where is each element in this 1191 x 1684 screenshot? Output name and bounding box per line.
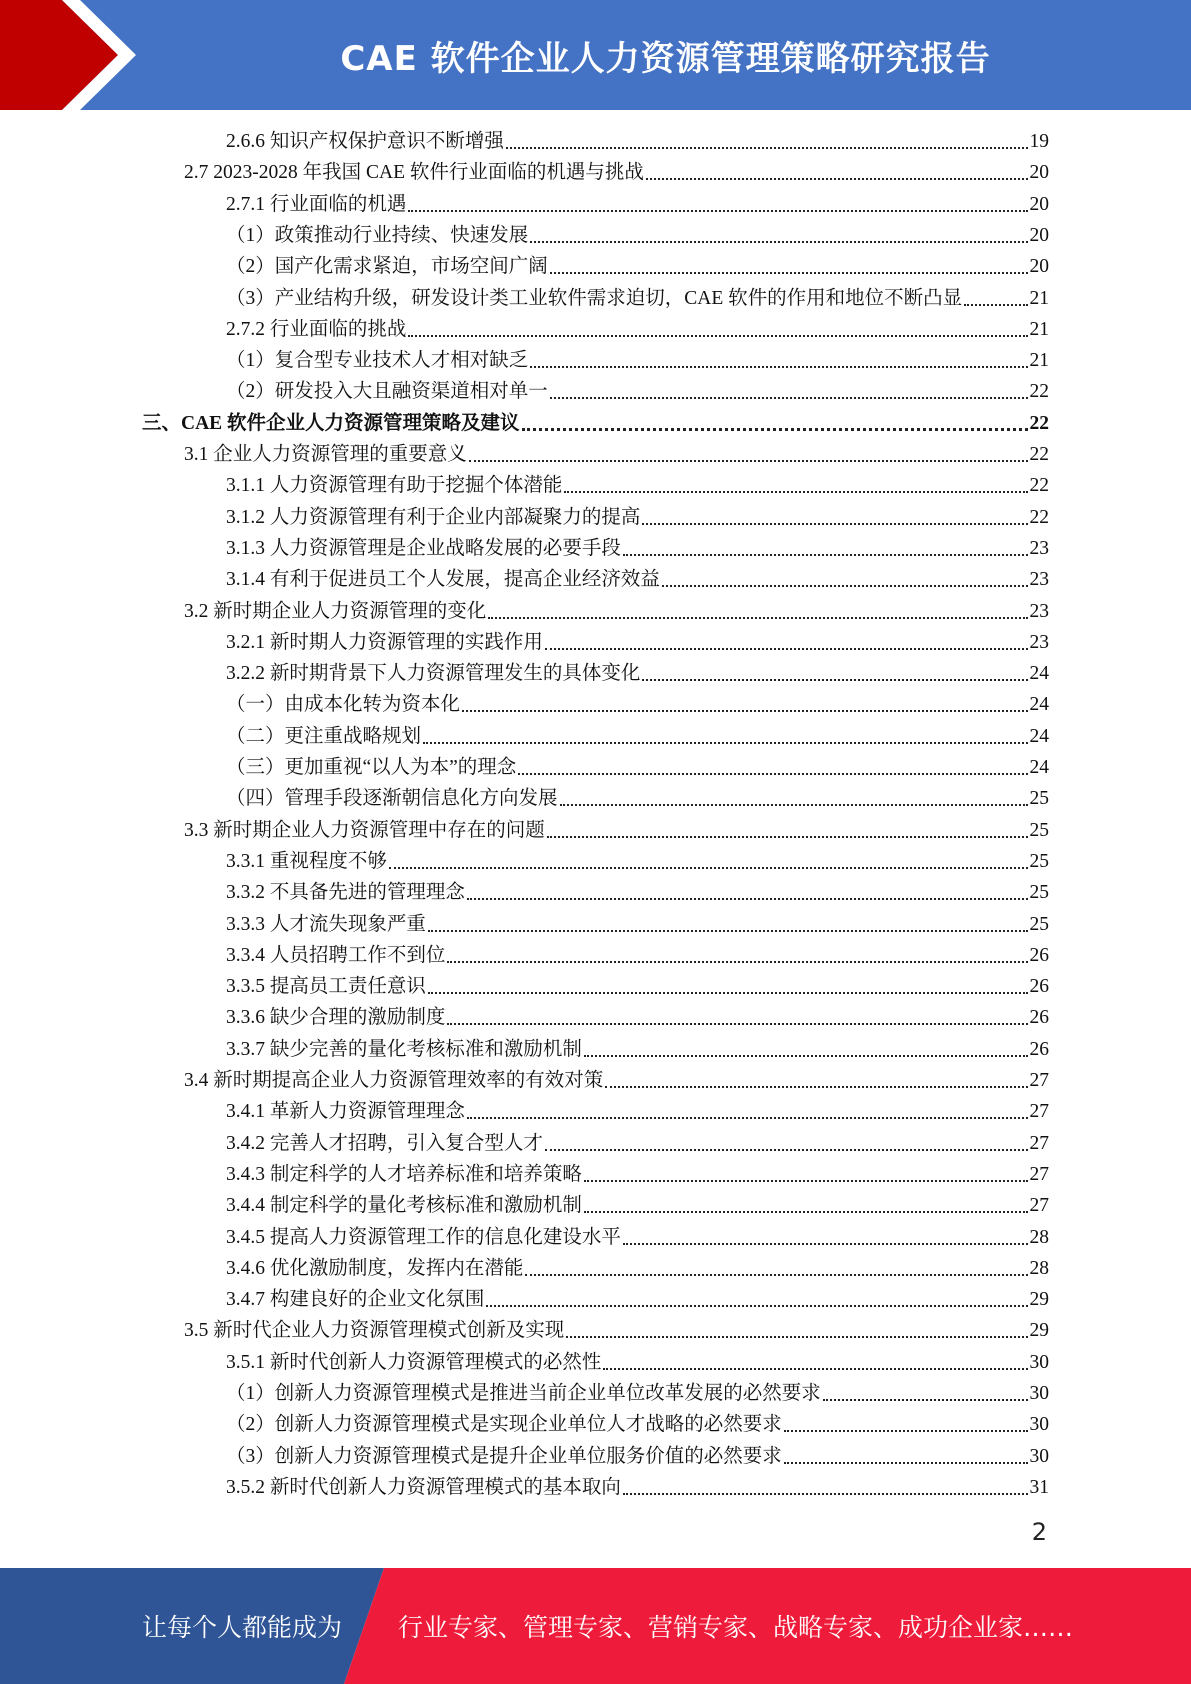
toc-entry[interactable]: [226, 658, 1049, 689]
toc-entry[interactable]: [184, 157, 1049, 188]
toc-entry[interactable]: [226, 1159, 1049, 1190]
toc-entry[interactable]: [226, 1128, 1049, 1159]
toc-entry-title: 3.3.6 缺少合理的激励制度: [226, 1007, 446, 1029]
toc-leader-dots: [525, 1274, 1027, 1276]
toc-entry-page: 22: [1029, 506, 1049, 528]
toc-leader-dots: [642, 679, 1027, 681]
toc-leader-dots: [603, 1368, 1027, 1370]
toc-entry-title: （四）管理手段逐渐朝信息化方向发展: [226, 788, 558, 810]
toc-entry-title: 3.3.2 不具备先进的管理理念: [226, 882, 465, 904]
toc-entry-title: 3.1.1 人力资源管理有助于挖掘个体潜能: [226, 475, 563, 497]
toc-entry[interactable]: [226, 783, 1049, 814]
toc-leader-dots: [522, 428, 1028, 431]
toc-entry-page: 30: [1029, 1383, 1049, 1404]
toc-entry-title: （3）产业结构升级，研发设计类工业软件需求迫切，CAE 软件的作用和地位不断凸显: [226, 287, 963, 309]
toc-leader-dots: [428, 930, 1028, 932]
toc-entry-title: 3.1.4 有利于促进员工个人发展，提高企业经济效益: [226, 569, 660, 591]
toc-entry[interactable]: [226, 846, 1049, 877]
toc-entry[interactable]: [184, 1065, 1049, 1096]
toc-entry[interactable]: [226, 189, 1049, 220]
toc-leader-dots: [467, 898, 1028, 900]
toc-entry[interactable]: [226, 126, 1049, 157]
toc-entry-page: 29: [1029, 1289, 1049, 1311]
toc-entry-title: （2）创新人力资源管理模式是实现企业单位人才战略的必然要求: [226, 1414, 782, 1436]
toc-entry[interactable]: [226, 251, 1049, 282]
toc-entry-title: 3.2.2 新时期背景下人力资源管理发生的具体变化: [226, 663, 641, 685]
toc-entry-page: 27: [1029, 1195, 1049, 1217]
toc-leader-dots: [423, 742, 1027, 744]
toc-entry[interactable]: [226, 877, 1049, 908]
toc-entry-page: 21: [1029, 350, 1049, 372]
toc-entry[interactable]: [226, 1378, 1049, 1409]
toc-entry-title: 3.3.1 重视程度不够: [226, 850, 387, 872]
toc-entry-page: 28: [1029, 1226, 1049, 1248]
toc-leader-dots: [428, 992, 1028, 994]
toc-leader-dots: [646, 178, 1028, 180]
header-arrow-decoration: [0, 0, 160, 110]
toc-entry-page: 22: [1029, 381, 1049, 403]
toc-leader-dots: [467, 1117, 1028, 1119]
toc-leader-dots: [545, 648, 1028, 650]
toc-leader-dots: [566, 1336, 1027, 1338]
toc-leader-dots: [623, 1493, 1028, 1495]
toc-leader-dots: [605, 1086, 1027, 1088]
toc-entry-page: 30: [1029, 1445, 1049, 1467]
toc-entry[interactable]: [226, 689, 1049, 720]
toc-entry-page: 26: [1029, 976, 1049, 998]
toc-entry[interactable]: [226, 1409, 1049, 1440]
toc-entry-title: 3.1.3 人力资源管理是企业战略发展的必要手段: [226, 537, 621, 559]
toc-entry-title: 3.5.2 新时代创新人力资源管理模式的基本取向: [226, 1476, 621, 1498]
toc-entry-page: 23: [1029, 631, 1049, 653]
toc-entry-title: （1）复合型专业技术人才相对缺乏: [226, 350, 529, 372]
toc-leader-dots: [547, 836, 1028, 838]
toc-entry[interactable]: [226, 721, 1049, 752]
toc-entry-page: 27: [1029, 1163, 1049, 1185]
toc-leader-dots: [530, 241, 1027, 243]
toc-entry-title: 3.1 企业人力资源管理的重要意义: [184, 444, 467, 465]
toc-entry-page: 26: [1029, 1007, 1049, 1029]
toc-entry-page: 22: [1029, 412, 1049, 434]
toc-leader-dots: [784, 1462, 1028, 1464]
page-footer: [0, 1568, 1191, 1684]
toc-entry-page: 21: [1029, 318, 1049, 340]
toc-entry[interactable]: [226, 1284, 1049, 1315]
toc-entry-title: 2.6.6 知识产权保护意识不断增强: [226, 131, 504, 152]
toc-entry[interactable]: [226, 1472, 1049, 1503]
toc-leader-dots: [642, 523, 1027, 525]
toc-entry-title: （1）创新人力资源管理模式是推进当前企业单位改革发展的必然要求: [226, 1383, 821, 1404]
toc-entry[interactable]: [226, 1222, 1049, 1253]
toc-entry-title: 3.4.6 优化激励制度，发挥内在潜能: [226, 1257, 524, 1279]
toc-entry[interactable]: [184, 815, 1049, 846]
toc-entry-page: 27: [1029, 1101, 1049, 1123]
toc-entry[interactable]: [184, 1315, 1049, 1346]
toc-entry[interactable]: [226, 627, 1049, 658]
toc-entry-page: 27: [1029, 1132, 1049, 1154]
toc-leader-dots: [447, 1023, 1027, 1025]
toc-leader-dots: [560, 804, 1028, 806]
toc-entry-title: 3.4.1 革新人力资源管理理念: [226, 1101, 465, 1123]
toc-entry-title: 3.4.7 构建良好的企业文化氛围: [226, 1289, 485, 1311]
toc-entry-page: 25: [1029, 788, 1049, 810]
toc-entry[interactable]: [226, 220, 1049, 251]
toc-entry-title: （三）更加重视“以人为本”的理念: [226, 757, 517, 778]
toc-entry[interactable]: [226, 1190, 1049, 1221]
toc-entry-title: 2.7 2023-2028 年我国 CAE 软件行业面临的机遇与挑战: [184, 162, 644, 184]
toc-entry-page: 26: [1029, 944, 1049, 966]
toc-entry-title: 3.2 新时期企业人力资源管理的变化: [184, 600, 487, 622]
toc-entry-title: 3.4 新时期提高企业人力资源管理效率的有效对策: [184, 1070, 604, 1091]
page-header: [0, 0, 1191, 110]
toc-entry-title: 三、CAE 软件企业人力资源管理策略及建议: [142, 412, 520, 434]
toc-entry-page: 24: [1029, 663, 1049, 685]
toc-leader-dots: [545, 1149, 1028, 1151]
toc-entry-page: 20: [1029, 162, 1049, 184]
toc-entry[interactable]: [226, 345, 1049, 376]
toc-entry-page: 20: [1029, 224, 1049, 246]
toc-entry[interactable]: [226, 1096, 1049, 1127]
toc-entry-page: 23: [1029, 569, 1049, 591]
footer-slogan-right: 行业专家、管理专家、营销专家、战略专家、成功企业家……: [398, 1613, 1074, 1642]
toc-entry[interactable]: [226, 971, 1049, 1002]
toc-leader-dots: [469, 460, 1028, 462]
toc-leader-dots: [584, 1211, 1028, 1213]
toc-entry-title: 3.1.2 人力资源管理有利于企业内部凝聚力的提高: [226, 506, 641, 528]
toc-leader-dots: [662, 585, 1028, 587]
toc-entry[interactable]: [226, 314, 1049, 345]
toc-entry[interactable]: [226, 752, 1049, 783]
toc-leader-dots: [488, 617, 1027, 619]
toc-entry-page: 23: [1029, 537, 1049, 559]
toc-entry-title: 3.3.7 缺少完善的量化考核标准和激励机制: [226, 1038, 582, 1060]
toc-entry-title: 3.4.3 制定科学的人才培养标准和培养策略: [226, 1163, 582, 1185]
toc-entry[interactable]: [226, 376, 1049, 407]
toc-entry-page: 30: [1029, 1351, 1049, 1373]
toc-entry-page: 19: [1029, 131, 1049, 152]
toc-entry-title: 3.4.2 完善人才招聘，引入复合型人才: [226, 1132, 543, 1154]
toc-entry-page: 24: [1029, 725, 1049, 747]
toc-entry-title: （3）创新人力资源管理模式是提升企业单位服务价值的必然要求: [226, 1445, 782, 1467]
toc-entry-title: 3.2.1 新时期人力资源管理的实践作用: [226, 631, 543, 653]
toc-entry[interactable]: [226, 1253, 1049, 1284]
toc-entry-page: 25: [1029, 819, 1049, 841]
toc-entry[interactable]: [226, 1347, 1049, 1378]
toc-leader-dots: [623, 554, 1028, 556]
toc-leader-dots: [564, 491, 1027, 493]
toc-entry-page: 25: [1029, 913, 1049, 935]
toc-entry[interactable]: [226, 940, 1049, 971]
toc-leader-dots: [623, 1243, 1028, 1245]
toc-entry-page: 25: [1029, 850, 1049, 872]
document-title: CAE 软件企业人力资源管理策略研究报告: [340, 38, 991, 79]
toc-entry[interactable]: [226, 283, 1049, 314]
footer-slogan-left: 让每个人都能成为: [142, 1613, 343, 1642]
toc-entry[interactable]: [226, 1034, 1049, 1065]
toc-entry-title: 2.7.2 行业面临的挑战: [226, 318, 407, 340]
toc-entry-page: 20: [1029, 193, 1049, 215]
toc-entry-page: 26: [1029, 1038, 1049, 1060]
toc-leader-dots: [530, 366, 1027, 368]
toc-leader-dots: [518, 773, 1027, 775]
toc-leader-dots: [408, 335, 1027, 337]
toc-entry[interactable]: [226, 470, 1049, 501]
toc-entry-title: （2）研发投入大且融资渠道相对单一: [226, 381, 548, 403]
toc-entry[interactable]: [226, 533, 1049, 564]
toc-leader-dots: [462, 710, 1027, 712]
toc-entry-title: （1）政策推动行业持续、快速发展: [226, 224, 529, 246]
toc-entry[interactable]: [184, 596, 1049, 627]
page-number: 2: [1031, 1518, 1047, 1546]
toc-leader-dots: [550, 397, 1028, 399]
toc-entry[interactable]: [226, 909, 1049, 940]
toc-leader-dots: [506, 147, 1028, 149]
toc-entry-title: 3.5.1 新时代创新人力资源管理模式的必然性: [226, 1351, 602, 1373]
toc-entry-page: 22: [1029, 444, 1049, 465]
toc-leader-dots: [964, 304, 1027, 306]
toc-entry-page: 31: [1029, 1476, 1049, 1498]
toc-leader-dots: [584, 1055, 1028, 1057]
toc-entry-title: 2.7.1 行业面临的机遇: [226, 193, 407, 215]
toc-entry-page: 27: [1029, 1070, 1049, 1091]
toc-entry[interactable]: [226, 1002, 1049, 1033]
toc-entry-page: 28: [1029, 1257, 1049, 1279]
toc-entry-title: （二）更注重战略规划: [226, 725, 422, 747]
toc-entry-title: 3.4.5 提高人力资源管理工作的信息化建设水平: [226, 1226, 621, 1248]
toc-entry-title: 3.3 新时期企业人力资源管理中存在的问题: [184, 819, 545, 841]
toc-entry-page: 24: [1029, 694, 1049, 716]
toc-entry-title: 3.5 新时代企业人力资源管理模式创新及实现: [184, 1320, 565, 1342]
toc-leader-dots: [550, 272, 1028, 274]
toc-entry-title: 3.3.3 人才流失现象严重: [226, 913, 426, 935]
toc-leader-dots: [784, 1430, 1028, 1432]
toc-entry-page: 24: [1029, 757, 1049, 778]
toc-leader-dots: [447, 961, 1027, 963]
toc-entry[interactable]: [226, 1441, 1049, 1472]
toc-entry[interactable]: [142, 408, 1049, 439]
toc-leader-dots: [408, 210, 1027, 212]
toc-entry-page: 20: [1029, 256, 1049, 278]
toc-entry-title: 3.3.5 提高员工责任意识: [226, 976, 426, 998]
toc-entry[interactable]: [184, 439, 1049, 470]
toc-entry-title: 3.4.4 制定科学的量化考核标准和激励机制: [226, 1195, 582, 1217]
toc-entry-page: 21: [1029, 287, 1049, 309]
toc-entry[interactable]: [226, 502, 1049, 533]
toc-entry-page: 23: [1029, 600, 1049, 622]
toc-entry[interactable]: [226, 564, 1049, 595]
toc-entry-title: （2）国产化需求紧迫，市场空间广阔: [226, 256, 548, 278]
toc-leader-dots: [584, 1180, 1028, 1182]
toc-entry-page: 25: [1029, 882, 1049, 904]
toc-entry-page: 30: [1029, 1414, 1049, 1436]
toc-entry-title: 3.3.4 人员招聘工作不到位: [226, 944, 446, 966]
toc-entry-title: （一）由成本化转为资本化: [226, 694, 461, 716]
toc-leader-dots: [486, 1305, 1027, 1307]
toc-entry-page: 29: [1029, 1320, 1049, 1342]
toc-leader-dots: [823, 1399, 1028, 1401]
toc-entry-page: 22: [1029, 475, 1049, 497]
toc-leader-dots: [389, 867, 1028, 869]
